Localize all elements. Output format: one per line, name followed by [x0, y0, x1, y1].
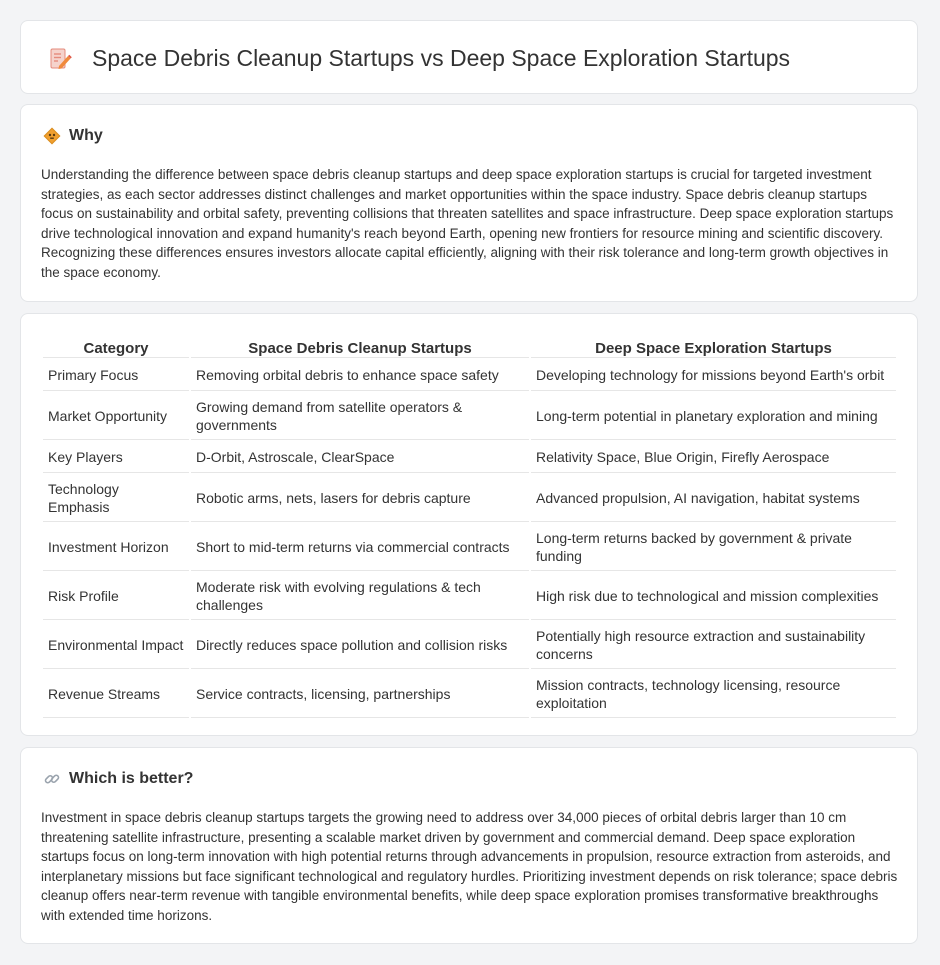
title-card [20, 20, 918, 94]
table-cell-debris: Removing orbital debris to enhance space safety [191, 360, 529, 391]
diamond-sign-icon [43, 127, 61, 145]
link-icon [43, 770, 61, 788]
which-is-better-heading: Which is better? [69, 770, 194, 787]
table-cell-debris: Robotic arms, nets, lasers for debris capture [191, 475, 529, 522]
why-section [20, 104, 918, 302]
column-header-category: Category [43, 336, 189, 358]
table-cell-exploration: Long-term potential in planetary exploration and mining [531, 393, 896, 440]
table-row [43, 393, 896, 440]
table-cell-exploration: High risk due to technological and mission complexities [531, 573, 896, 620]
page-title: Space Debris Cleanup Startups vs Deep Space Exploration Startups [92, 45, 791, 71]
table-cell-exploration: Long-term returns backed by government & private funding [531, 524, 896, 571]
table-cell-category: Investment Horizon [43, 524, 189, 571]
table-row [43, 442, 896, 473]
table-cell-exploration: Relativity Space, Blue Origin, Firefly Aerospace [531, 442, 896, 473]
column-header-exploration: Deep Space Exploration Startups [531, 336, 896, 358]
table-cell-debris: D-Orbit, Astroscale, ClearSpace [191, 442, 529, 473]
table-cell-category: Technology Emphasis [43, 475, 189, 522]
table-cell-debris: Directly reduces space pollution and collision risks [191, 622, 529, 669]
table-row [43, 360, 896, 391]
document-pencil-icon [48, 47, 72, 71]
which-is-better-section [20, 747, 918, 944]
table-cell-exploration: Developing technology for missions beyond Earth's orbit [531, 360, 896, 391]
which-is-better-paragraph: Investment in space debris cleanup startups targets the growing need to address over 34,000 pieces of orbital debris larger than 10 cm threatening satellite infrastructure, presenting a scalable market driven by government and commercial demand. Deep space exploration startups focus on long-term innovation with high potential returns through advancements in propulsion, resource extraction from asteroids, and interplanetary missions but face significant technological and regulatory hurdles. Prioritizing investment depends on risk tolerance; space debris cleanup offers near-term revenue with tangible environmental benefits, while deep space exploration promises transformative breakthroughs with extended time horizons. [41, 810, 898, 923]
table-cell-category: Environmental Impact [43, 622, 189, 669]
table-cell-exploration: Advanced propulsion, AI navigation, habitat systems [531, 475, 896, 522]
table-cell-category: Key Players [43, 442, 189, 473]
column-header-debris: Space Debris Cleanup Startups [191, 336, 529, 358]
table-cell-exploration: Mission contracts, technology licensing, resource exploitation [531, 671, 896, 718]
table-cell-debris: Short to mid-term returns via commercial contracts [191, 524, 529, 571]
table-cell-debris: Growing demand from satellite operators & governments [191, 393, 529, 440]
table-cell-category: Primary Focus [43, 360, 189, 391]
table-header-row [43, 336, 896, 358]
table-cell-debris: Moderate risk with evolving regulations & tech challenges [191, 573, 529, 620]
comparison-section [20, 313, 918, 736]
why-paragraph: Understanding the difference between space debris cleanup startups and deep space exploration startups is crucial for targeted investment strategies, as each sector addresses distinct challenges and market opportunities within the space industry. Space debris cleanup startups focus on sustainability and orbital safety, preventing collisions that threaten satellites and space infrastructure. Deep space exploration startups drive technological innovation and expand humanity's reach beyond Earth, opening new frontiers for resource mining and scientific discovery. Recognizing these differences ensures investors allocate capital efficiently, aligning with their risk tolerance and long-term growth objectives in the space economy. [41, 167, 894, 280]
table-row [43, 573, 896, 620]
table-cell-debris: Service contracts, licensing, partnerships [191, 671, 529, 718]
table-row [43, 622, 896, 669]
table-row [43, 475, 896, 522]
comparison-table [41, 334, 898, 720]
table-row [43, 524, 896, 571]
table-cell-category: Revenue Streams [43, 671, 189, 718]
table-row [43, 671, 896, 718]
table-cell-category: Risk Profile [43, 573, 189, 620]
table-cell-exploration: Potentially high resource extraction and sustainability concerns [531, 622, 896, 669]
table-cell-category: Market Opportunity [43, 393, 189, 440]
why-heading: Why [69, 127, 103, 144]
